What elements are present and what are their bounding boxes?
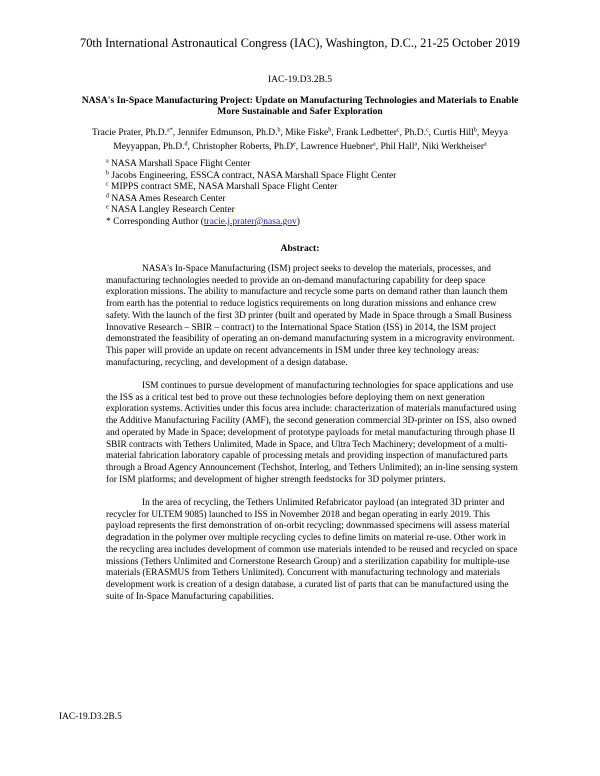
author-sep: , [331,128,336,138]
paper-id: IAC-19.D3.2B.5 [267,74,333,85]
footer-paper-id: IAC-19.D3.2B.5 [59,712,122,722]
affiliation-mark: b [106,170,109,177]
affiliation [106,194,526,206]
affiliation [106,205,526,217]
author: Tracie Prater, Ph.D. [92,128,168,138]
author: Christopher Roberts, Ph.D [192,142,294,152]
corresponding-prefix: * Corresponding Author ( [106,216,204,227]
affiliation [106,159,526,171]
affiliation-text: NASA Marshall Space Flight Center [111,159,251,169]
author-mark: a* [167,127,173,134]
author-mark: a [414,141,418,148]
author-list [80,126,520,154]
author-mark: e [293,141,296,148]
affiliation-text: MIPPS contract SME, NASA Marshall Space Flight Center [111,182,338,193]
corresponding-email-link[interactable]: tracie.j.prater@nasa.gov [203,216,297,227]
author-sep: , Ph.D. [399,128,426,138]
abstract-paragraph: NASA's In-Space Manufacturing (ISM) project seeks to develop the materials, processes, and manufacturing technologies needed to provide an on-demand manufacturing capability for deep space exploration missions. The ability to manufacture and recycle some parts on demand rather than launch them from earth has the potential to reduce logistics requirements on long duration missions and enhance crew safety. With the launch of the first 3D printer (built and operated by Made in Space through a Small Business Innovative Research – SBIR – contract) to the International Space Station (ISS) in 2014, the ISM project demonstrated the feasibility of operating an on-demand manufacturing system in a microgravity environment. This paper will provide an update on recent advancements in ISM under three key technology areas: manufacturing, recycling, and development of a design database. [106,264,515,368]
author-sep: , [417,142,422,152]
affiliation [106,171,526,183]
author: Frank Ledbetter [335,128,397,138]
author: Jennifer Edmunson, Ph.D. [177,128,278,138]
author: Curtis Hill [433,128,474,138]
paper-title: NASA's In-Space Manufacturing Project: Update on Manufacturing Technologies and Materials to Enable More Sustainable and Safer Exploration [81,95,519,117]
affiliation-mark: c [106,181,109,188]
author-mark: b [473,127,477,134]
affiliation-text: NASA Ames Research Center [111,193,226,204]
author-mark: a [484,141,487,148]
affiliation-mark: e [106,204,109,211]
abstract-heading: Abstract: [280,243,320,254]
affiliation-mark: d [106,193,109,200]
author: Mike Fiske [285,128,329,138]
affiliation-text: NASA Langley Research Center [111,205,235,216]
author: Lawrence Huebner [300,142,374,152]
corresponding-suffix: ) [296,216,300,227]
author-mark: b [277,127,281,134]
conference-header: 70th International Astronautical Congress (IAC), Washington, D.C., 21-25 October 2019 [80,36,520,50]
author-sep: , [172,128,178,138]
author-sep: , [375,142,381,152]
author-sep: , [476,128,482,138]
author-mark: c [396,127,400,134]
author: Phil Hall [380,142,415,152]
affiliation-text: Jacobs Engineering, ESSCA contract, NASA Marshall Space Flight Center [111,170,397,181]
author-sep: , [295,142,301,152]
author-sep: , [428,128,434,138]
affiliations [106,159,526,229]
author-mark: d [184,141,188,148]
abstract-body [106,264,518,615]
author: Meyya Meyyappan, Ph.D. [113,128,508,152]
affiliation-mark: a [106,158,109,165]
author: Niki Werkheiser [421,142,485,152]
abstract-paragraph: In the area of recycling, the Tethers Unlimited Refabricator payload (an integrated 3D printer and recycler for ULTEM 9085) launched to ISS in November 2018 and began operating in early 2019. This payload represents the first demonstration of on-orbit recycling; downmassed specimens will assess material degradation in the polymer over multiple recycling cycles to define limits on material re-use. Other work in the recycling area includes development of common use materials intended to be reused and recycled on space missions (Tethers Unlimited and Cornerstone Research Group) and a sterilization capability for multiple-use materials (ERASMUS from Tethers Unlimited). Concurrent with manufacturing technology and materials development work is creation of a design database, a curated list of parts that can be manufactured using the suite of In-Space Manufacturing capabilities. [106,498,518,602]
author-mark: b [328,127,332,134]
author-mark: c [426,127,429,134]
author-sep: , [187,142,193,152]
abstract-paragraph: ISM continues to pursue development of manufacturing technologies for space applications and use the ISS as a critical test bed to prove out these technologies before deploying them on next generation exploration systems. Activities under this focus area include: characterization of materials manufactured using the Additive Manufacturing Facility (AMF), the second generation commercial 3D-printer on ISS, also owned and operated by Made in Space; development of prototype payloads for metal manufacturing through phase II SBIR contracts with Tethers Unlimited, Made in Space, and Ultra Tech Machinery; development of a multi-material fabrication laboratory capable of processing metals and providing inspection of manufactured parts through a Broad Agency Announcement (Techshot, Interlog, and Tethers Unlimited); an in-line sensing system for ISM platforms; and development of higher strength feedstocks for 3D polymer printers. [106,381,518,485]
corresponding-author [106,217,526,229]
author-sep: , [280,128,286,138]
author-mark: a [373,141,376,148]
affiliation [106,182,526,194]
